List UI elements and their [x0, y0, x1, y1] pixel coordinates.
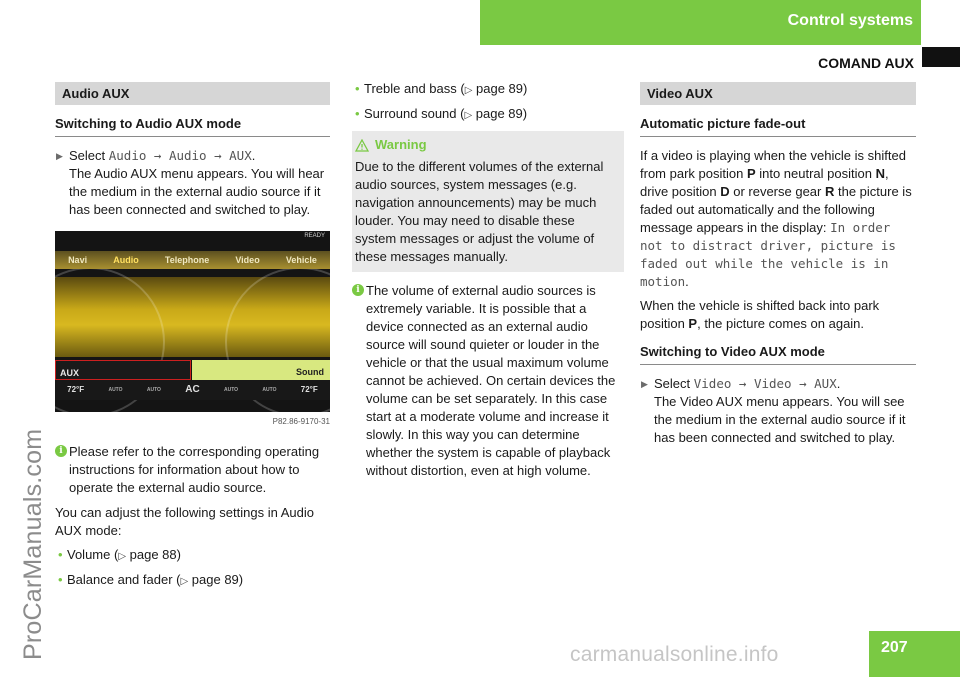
side-watermark: ProCarManuals.com [19, 428, 47, 660]
audio-aux-step: ▶ Select Audio → Audio → AUX. The Audio AUX menu appears. You will hear the medium in the external audio source if it has been connected and switched to play. [55, 147, 330, 219]
display-menu-bar [55, 251, 330, 269]
page-ref-icon: ▷ [118, 551, 127, 562]
display-sound-label: Sound [192, 360, 330, 380]
picture-returns-paragraph: When the vehicle is shifted back into park position P, the picture comes on again. [640, 298, 880, 331]
menu-telephone: Telephone [164, 255, 210, 265]
video-aux-step: ▶ Select Video → Video → AUX. The Video AUX menu appears. You will see the medium in the external audio source if it has been connected and switched to play. [640, 375, 916, 447]
info-note: i Please refer to the corresponding operating instructions for information about how to operate the external audio source. [55, 443, 330, 497]
settings-intro: You can adjust the following settings in Audio AUX mode: [55, 505, 314, 538]
list-item: • Treble and bass (▷ page 89) [355, 81, 528, 96]
list-item: • Volume (▷ page 88) [58, 547, 181, 562]
picture-fadeout-subhead: Automatic picture fade-out [640, 115, 916, 137]
chapter-header [480, 0, 921, 45]
menu-video: Video [235, 255, 260, 265]
display-climate-bar: 72°F AUTO AUTO AC AUTO AUTO 72°F [55, 380, 330, 400]
audio-aux-subhead: Switching to Audio AUX mode [55, 115, 330, 137]
info-icon: i [352, 284, 364, 296]
step-arrow-icon: ▶ [641, 379, 648, 389]
section-marker [922, 47, 960, 67]
step-description: The Video AUX menu appears. You will see the medium in the external audio source if it has been connected and switched to play. [654, 394, 906, 445]
audio-aux-band: Audio AUX [55, 82, 330, 105]
section-title: COMAND AUX [818, 55, 914, 71]
column-3 [640, 82, 916, 449]
step-arrow-icon: ▶ [56, 151, 63, 161]
page-number-box [869, 631, 960, 677]
display-aux-label: AUX [55, 360, 191, 380]
video-aux-band: Video AUX [640, 82, 916, 105]
page-ref-icon: ▷ [464, 85, 473, 96]
comand-display-image [55, 231, 330, 412]
footer-watermark: carmanualsonline.info [570, 643, 779, 666]
menu-path: Video → Video → AUX [693, 376, 837, 391]
page-number: 207 [881, 639, 908, 656]
image-caption: P82.86-9170-31 [272, 417, 330, 426]
page-ref-icon: ▷ [464, 110, 473, 121]
video-aux-subhead: Switching to Video AUX mode [640, 343, 916, 365]
list-item: • Surround sound (▷ page 89) [355, 106, 528, 121]
step-description: The Audio AUX menu appears. You will hear the medium in the external audio source if it has been connected and switched to play. [69, 166, 325, 217]
ready-indicator: READY [304, 233, 325, 239]
list-item: • Balance and fader (▷ page 89) [58, 572, 244, 587]
column-1 [55, 82, 330, 596]
warning-triangle-icon [355, 139, 369, 152]
fadeout-paragraph: If a video is playing when the vehicle is shifted from park position P into neutral position N, drive position D or reverse gear R the picture is faded out automatically and the following message appears in the display: In order not to distract driver, picture is faded out while the vehicle is in motion. [640, 148, 912, 289]
warning-text: Due to the different volumes of the external audio sources, system messages (e.g. navigation announcements) may be much louder. You may need to disable these system messages or adjust the volume of these messages manually. [355, 159, 604, 264]
display-message: In order not to distract driver, picture is faded out while the vehicle is in motion [640, 220, 896, 289]
menu-vehicle: Vehicle [285, 255, 317, 265]
warning-title: Warning [375, 137, 427, 152]
info-note: i The volume of external audio sources is extremely variable. It is possible that a device connected as an external audio source will sound quieter or louder in the vehicle or that the usual maximum volume cannot be achieved. On certain devices the volume can be set separately. In this case start at a moderate volume and increase it slowly. In this way you can determine whether the system is capable of playback without distortion, even at high volume. [352, 282, 624, 480]
chapter-title: Control systems [787, 12, 913, 29]
warning-box [352, 131, 624, 272]
menu-navi: Navi [68, 255, 88, 265]
info-icon: i [55, 445, 67, 457]
menu-audio: Audio [113, 255, 139, 265]
page-ref-icon: ▷ [180, 576, 189, 587]
menu-path: Audio → Audio → AUX [108, 148, 252, 163]
column-2 [352, 80, 624, 487]
